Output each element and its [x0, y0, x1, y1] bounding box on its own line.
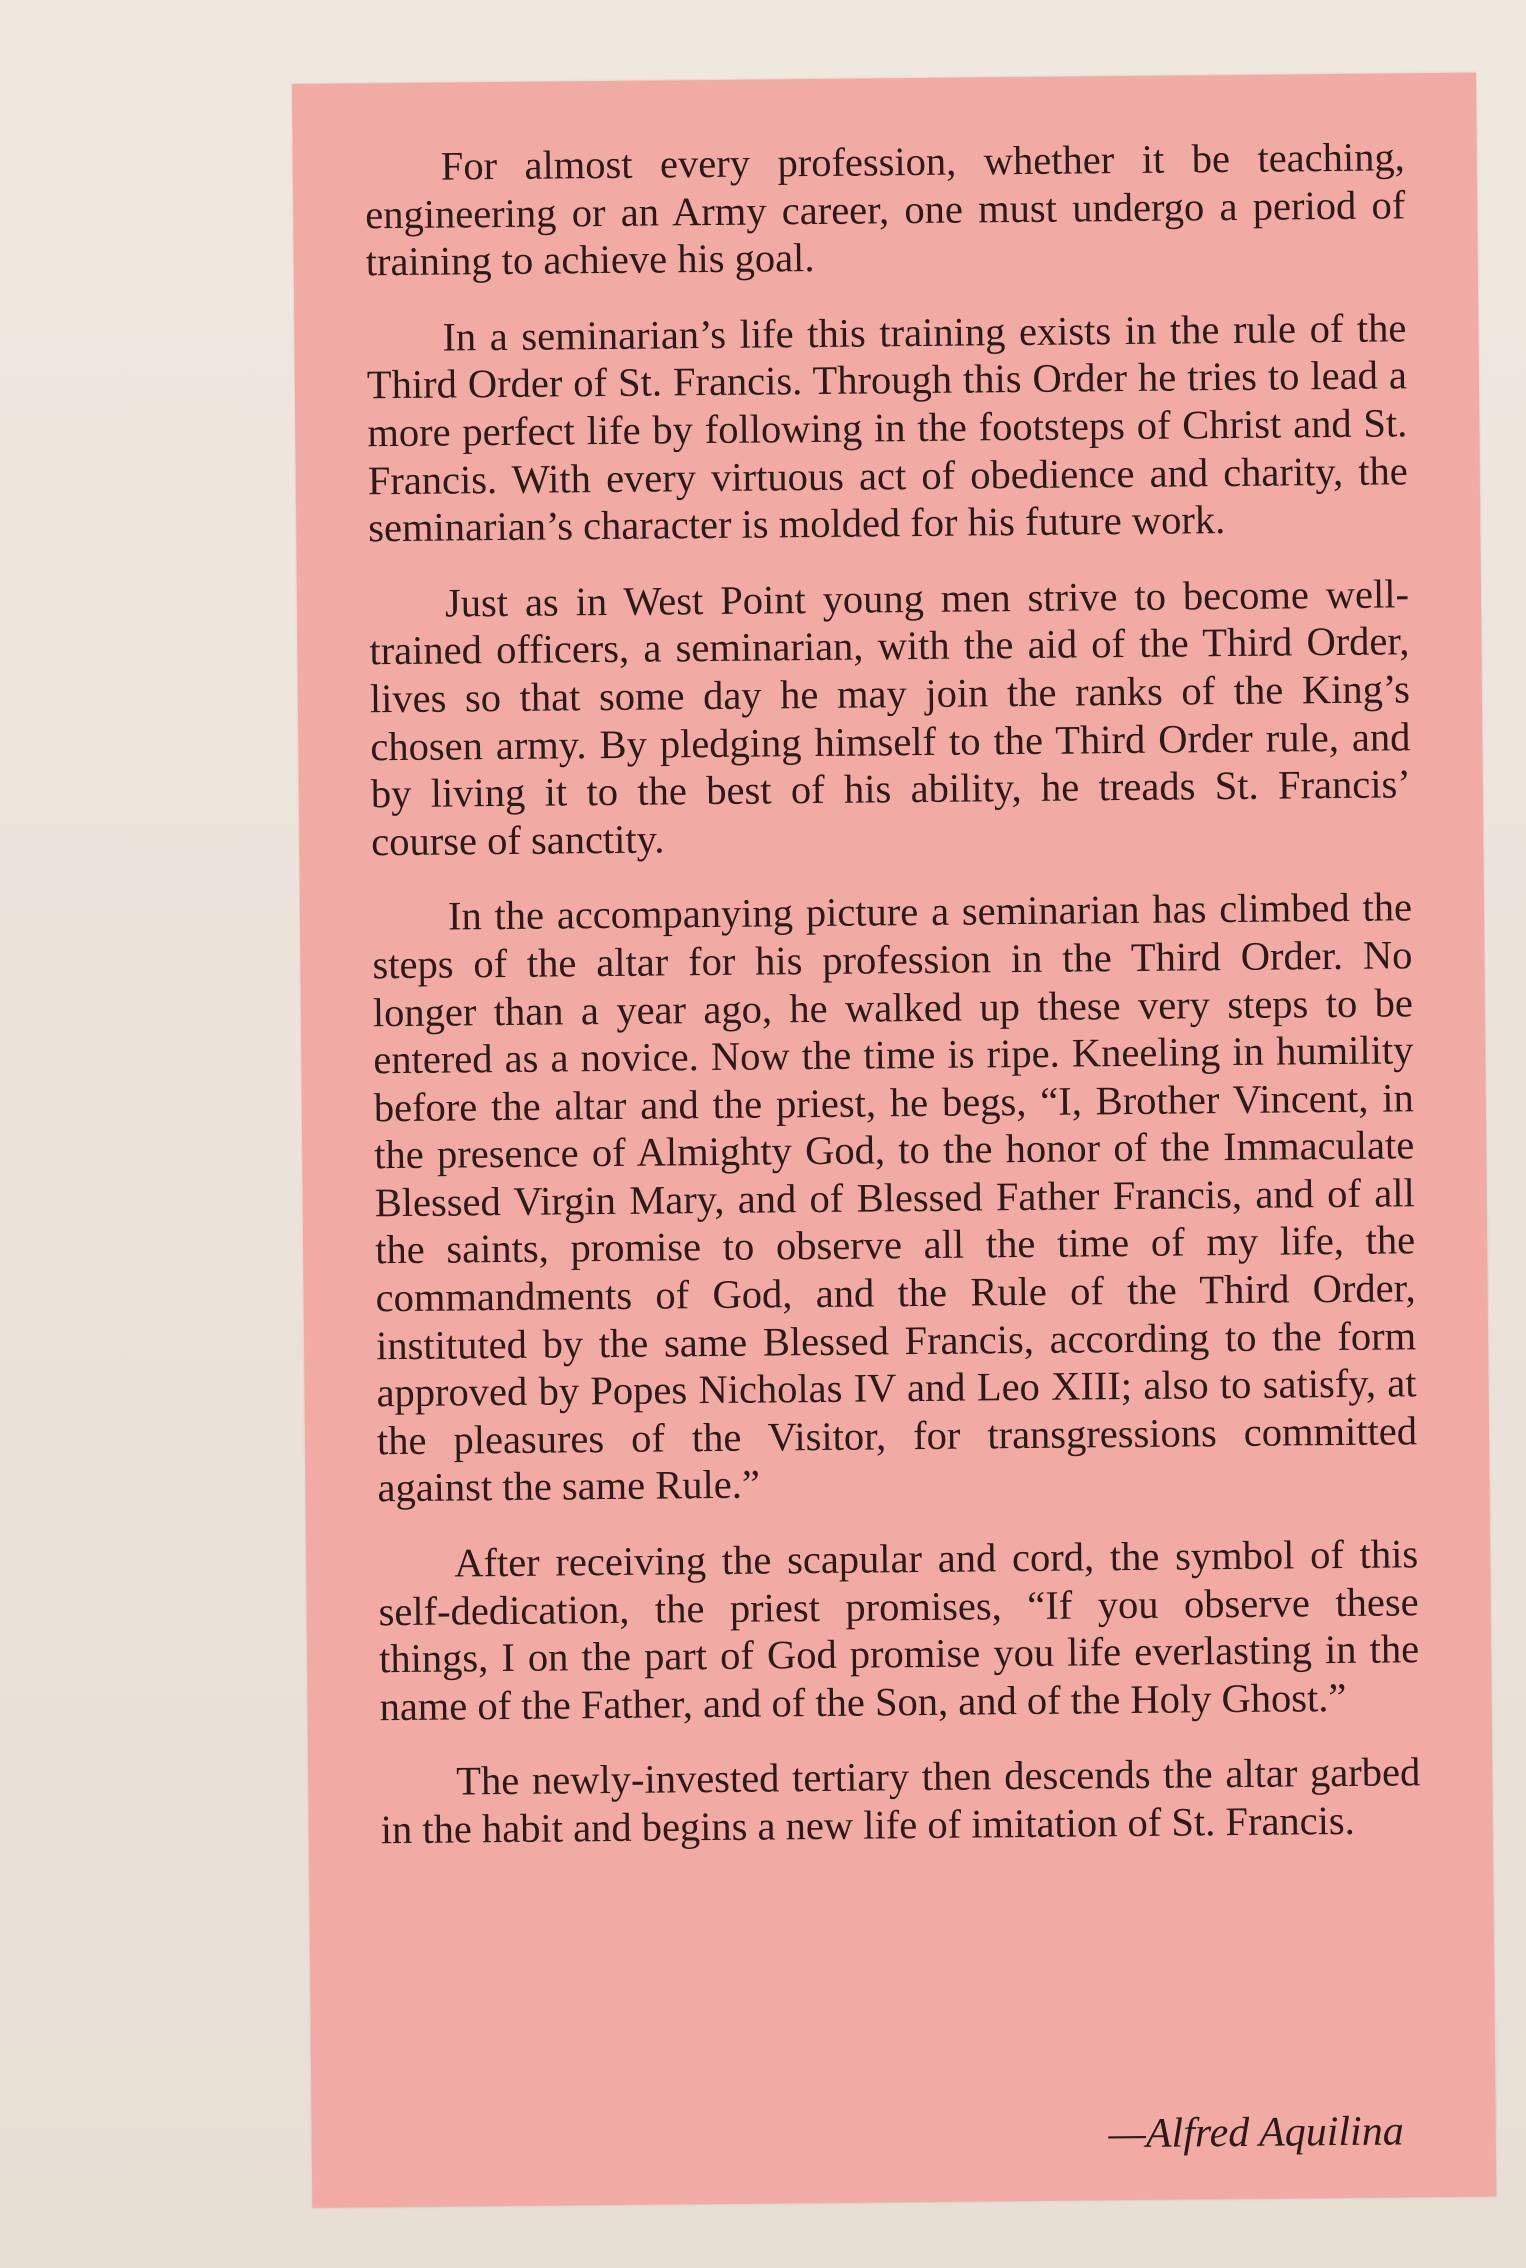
paragraph-2: In a seminarian’s life this training exists in the rule of the Third Order of St. Francis. Through this Order he tries to lead a more perfect life by following in the footsteps of Christ and St. Francis. With every virtuous act of obedience and charity, the seminarian’s character is molded for his future work.: [366, 305, 1408, 551]
author-signature: —Alfred Aquilina: [1108, 2108, 1404, 2158]
article-body: [365, 133, 1422, 1881]
paragraph-1: For almost every profession, whether it be teaching, engineering or an Army career, one must undergo a period of training to achieve his goal.: [365, 134, 1406, 285]
paragraph-6: The newly-invested tertiary then descends the altar garbed in the habit and begins a new life of imitation of St. Francis.: [380, 1749, 1421, 1853]
article-panel: [292, 73, 1496, 2208]
paragraph-4: In the accompanying picture a seminarian has climbed the steps of the altar for his profession in the Third Order. No longer than a year ago, he walked up these very steps to be entered as a novice. Now the time is ripe. Kneeling in humility before the altar and the priest, he begs, “I, Brother Vincent, in the presence of Almighty God, to the honor of the Immaculate Blessed Virgin Mary, and of Blessed Father Francis, and of all the saints, promise to observe all the time of my life, the commandments of God, and the Rule of the Third Order, instituted by the same Blessed Francis, according to the form approved by Popes Nicholas IV and Leo XIII; also to satisfy, at the pleasures of the Visitor, for transgressions committed against the same Rule.”: [372, 884, 1418, 1511]
paragraph-5: After receiving the scapular and cord, the symbol of this self-dedication, the priest promises, “If you observe these things, I on the part of God promise you life everlasting in the name of the Father, and of the Son, and of the Holy Ghost.”: [378, 1531, 1420, 1730]
paragraph-3: Just as in West Point young men strive to become well-trained officers, a seminarian, with the aid of the Third Order, lives so that some day he may join the ranks of the King’s chosen army. By pledging himself to the Third Order rule, and by living it to the best of his ability, he treads St. Francis’ course of sanctity.: [369, 571, 1411, 864]
